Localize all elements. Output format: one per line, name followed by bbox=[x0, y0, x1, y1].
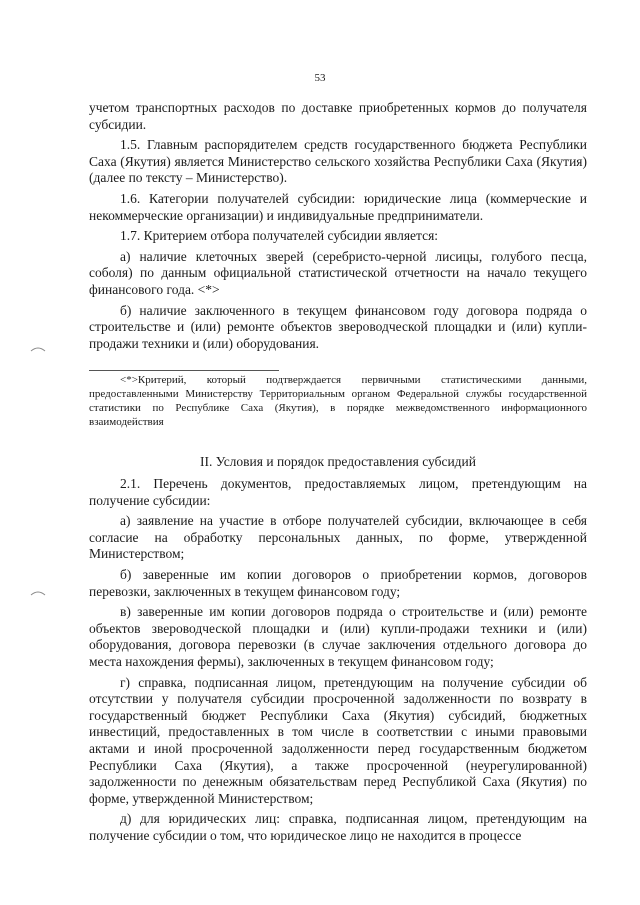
scan-mark-lower bbox=[30, 589, 46, 597]
footnote-divider bbox=[89, 370, 279, 371]
paragraph-transport-costs: учетом транспортных расходов по доставке приобретенных кормов до получателя субсидии. bbox=[89, 100, 587, 132]
paragraph-1-6: 1.6. Категории получателей субсидии: юридические лица (коммерческие и некоммерческие организации) и индивидуальные предприниматели. bbox=[89, 190, 587, 223]
document-item-d: д) для юридических лиц: справка, подписанная лицом, претендующим на получение субсидии о том, что юридическое лицо не находится в процессе bbox=[89, 811, 587, 843]
paragraph-2-1: 2.1. Перечень документов, предоставляемых лицом, претендующим на получение субсидии: bbox=[89, 476, 587, 508]
paragraph-1-7: 1.7. Критерием отбора получателей субсидии является: bbox=[120, 228, 439, 244]
footnote: <*>Критерий, который подтверждается первичными статистическими данными, предоставленными Министерству Территориальным органом Федеральной службы государственной статистики по Республике Саха (Якутия), в порядке межведомственного информационного взаимодействия bbox=[89, 374, 587, 428]
section-2-heading: II. Условия и порядок предоставления субсидий bbox=[200, 454, 476, 469]
document-item-b: б) заверенные им копии договоров о приобретении кормов, договоров перевозки, заключенных в текущем финансовом году; bbox=[89, 566, 587, 599]
top-section bbox=[89, 100, 587, 352]
page-number: 53 bbox=[314, 72, 326, 84]
scan-mark-upper bbox=[30, 345, 46, 353]
document-item-g: г) справка, подписанная лицом, претендующим на получение субсидии об отсутствии у получателя субсидии просроченной задолженности по возврату в государственный бюджет Республики Саха (Якутия) субсидий, бюджетных инвестиций, предоставленных в том числе в соответствии с иными правовыми актами и иной просроченной задолженности перед государственным бюджетом Республики Саха (Якутия), а также просроченной (неурегулированной) задолженности по денежным обязательствам перед Республикой Саха (Якутия) по форме, утвержденной Министерством; bbox=[89, 674, 587, 806]
document-item-v: в) заверенные им копии договоров подряда о строительстве и (или) ремонте объектов звероводческой площадки и (или) купли-продажи техники и (или) оборудования, договора перевозки (в случае заключения отдельного договора до места нахождения фермы), заключенных в текущем финансовом году; bbox=[89, 604, 587, 669]
criterion-a: а) наличие клеточных зверей (серебристо-черной лисицы, голубого песца, соболя) по данным официальной статистической отчетности на начало текущего финансового года. <*> bbox=[89, 248, 587, 297]
document-item-a: а) заявление на участие в отборе получателей субсидии, включающее в себя согласие на обработку персональных данных, по форме, утвержденной Министерством; bbox=[89, 513, 587, 562]
section-2-body bbox=[89, 476, 587, 844]
criterion-b: б) наличие заключенного в текущем финансовом году договора подряда о строительстве и (или) ремонте объектов звероводческой площадки и (или) купли-продажи техники и (или) оборудования. bbox=[89, 302, 587, 351]
paragraph-1-5: 1.5. Главным распорядителем средств государственного бюджета Республики Саха (Якутия) является Министерство сельского хозяйства Республики Саха (Якутия) (далее по тексту – Министерство). bbox=[89, 137, 587, 186]
